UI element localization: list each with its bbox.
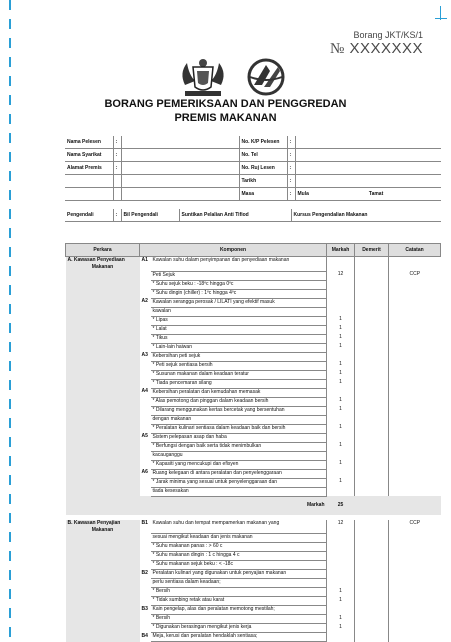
item-text: Kawalan serangga perosak / LILATI yang efektif masuk xyxy=(151,298,327,307)
item-code xyxy=(140,361,151,370)
item-catatan xyxy=(389,469,441,478)
section-label: A. Kawasan Penyediaan Makanan xyxy=(66,257,140,272)
demerit-field[interactable] xyxy=(355,307,389,316)
item-markah: 1 xyxy=(327,397,355,406)
item-catatan xyxy=(389,257,441,272)
item-markah xyxy=(327,415,355,424)
demerit-field[interactable] xyxy=(355,325,389,334)
item-code xyxy=(140,534,151,543)
item-text: * Tikus xyxy=(151,334,327,343)
table-row xyxy=(66,624,441,633)
item-markah xyxy=(327,388,355,397)
item-code xyxy=(140,289,151,298)
item-markah xyxy=(327,561,355,570)
item-markah: 1 xyxy=(327,334,355,343)
item-text: * Kapasiti yang mencukupi dan efisyen xyxy=(151,460,327,469)
item-text: Sistem pelepasan asap dan haba xyxy=(151,433,327,442)
field-tarikh[interactable] xyxy=(295,175,441,188)
item-code xyxy=(140,442,151,451)
item-text: * Bersih xyxy=(151,615,327,624)
item-markah: 1 xyxy=(327,588,355,597)
table-row xyxy=(66,388,441,397)
item-catatan xyxy=(389,597,441,606)
item-text: perlu sentiasa dalam keadaan; xyxy=(151,579,327,588)
item-markah xyxy=(327,487,355,496)
item-markah: 1 xyxy=(327,478,355,487)
city-council-logo-icon xyxy=(244,57,288,102)
item-catatan: CCP xyxy=(389,271,441,280)
item-text: * Lain-lain haiwan xyxy=(151,343,327,352)
item-code: B1 xyxy=(141,519,148,526)
item-markah: 1 xyxy=(327,316,355,325)
item-markah: 1 xyxy=(327,406,355,415)
item-text: kacauganggu xyxy=(151,451,327,460)
item-text: Kebersihan peti sejuk xyxy=(151,352,327,361)
col-komponen: Komponen xyxy=(140,244,327,257)
item-catatan xyxy=(389,388,441,397)
item-code xyxy=(140,343,151,352)
demerit-field[interactable] xyxy=(355,624,389,633)
label-nama-pelesen: Nama Pelesen xyxy=(65,136,113,149)
item-code: B3 xyxy=(141,605,148,612)
demerit-field[interactable] xyxy=(355,561,389,570)
item-text: * Lalat xyxy=(151,325,327,334)
item-code xyxy=(140,478,151,487)
item-text: * Suhu makanan dingin : 1 c hingga 4 c xyxy=(151,552,327,561)
item-markah: 12 xyxy=(327,520,355,534)
label-suntikan: Suntikan Pelalian Anti Tifiod xyxy=(179,209,291,222)
table-row xyxy=(66,579,441,588)
item-catatan xyxy=(389,633,441,642)
item-text: * Peti sejuk sentiasa bersih xyxy=(151,361,327,370)
item-code xyxy=(140,552,151,561)
table-row xyxy=(66,520,441,534)
table-row xyxy=(66,361,441,370)
demerit-field[interactable] xyxy=(355,534,389,543)
item-code xyxy=(140,379,151,388)
demerit-field[interactable] xyxy=(355,597,389,606)
item-text: Peti Sejuk xyxy=(151,271,327,280)
item-text: * Susunan makanan dalam keadaan teratur xyxy=(151,370,327,379)
item-text: Kawalan suhu dan tempat mempamerkan makanan yang xyxy=(151,520,327,534)
page-subtitle: PREMIS MAKANAN xyxy=(174,112,277,124)
item-code xyxy=(140,370,151,379)
table-row xyxy=(66,280,441,289)
item-markah: 1 xyxy=(327,597,355,606)
demerit-field[interactable] xyxy=(355,633,389,642)
item-catatan xyxy=(389,543,441,552)
item-markah: 1 xyxy=(327,442,355,451)
corner-mark-icon xyxy=(435,18,447,19)
item-markah xyxy=(327,433,355,442)
item-code xyxy=(140,406,151,415)
demerit-field[interactable] xyxy=(355,388,389,397)
col-demerit: Demerit xyxy=(355,244,389,257)
table-row xyxy=(66,633,441,642)
item-markah xyxy=(327,552,355,561)
table-row xyxy=(66,415,441,424)
item-text: * Tidak sumbing retak atau karat xyxy=(151,597,327,606)
demerit-field[interactable] xyxy=(355,487,389,496)
item-code: B4 xyxy=(141,632,148,639)
field-alamat[interactable] xyxy=(121,162,239,175)
item-code: A4 xyxy=(141,388,148,394)
table-row xyxy=(66,588,441,597)
demerit-field[interactable] xyxy=(355,406,389,415)
table-row xyxy=(66,433,441,442)
item-markah: 1 xyxy=(327,325,355,334)
table-row xyxy=(66,478,441,487)
item-code xyxy=(140,307,151,316)
table-row xyxy=(66,534,441,543)
table-row xyxy=(66,370,441,379)
item-markah xyxy=(327,451,355,460)
table-row xyxy=(66,451,441,460)
demerit-field[interactable] xyxy=(355,289,389,298)
item-catatan xyxy=(389,343,441,352)
demerit-field[interactable] xyxy=(355,460,389,469)
demerit-field[interactable] xyxy=(355,543,389,552)
serial-number: № XXXXXXX xyxy=(329,40,423,57)
item-markah xyxy=(327,352,355,361)
field-nama-syarikat[interactable] xyxy=(121,149,239,162)
item-catatan xyxy=(389,460,441,469)
item-code: A6 xyxy=(141,469,148,475)
item-markah xyxy=(327,469,355,478)
label-pengendali: Pengendali xyxy=(65,209,113,222)
item-text: * Bersih xyxy=(151,588,327,597)
item-text: Kain pengelap, alas dan peralatan memotong mestilah; xyxy=(151,606,327,615)
table-row xyxy=(66,460,441,469)
item-code xyxy=(140,588,151,597)
item-code xyxy=(140,615,151,624)
item-catatan xyxy=(389,370,441,379)
item-text: tiada kesesakan xyxy=(151,487,327,496)
demerit-field[interactable] xyxy=(355,361,389,370)
item-catatan xyxy=(389,487,441,496)
table-row xyxy=(66,552,441,561)
table-row xyxy=(66,316,441,325)
item-catatan xyxy=(389,433,441,442)
section-a-markah-total: 25 xyxy=(327,496,355,515)
form-code: Borang JKT/KS/1 xyxy=(353,30,423,40)
item-catatan xyxy=(389,442,441,451)
demerit-field[interactable] xyxy=(355,280,389,289)
item-markah xyxy=(327,534,355,543)
table-row xyxy=(66,543,441,552)
item-code xyxy=(140,415,151,424)
inspection-table xyxy=(65,243,441,642)
item-catatan xyxy=(389,570,441,579)
table-row xyxy=(66,424,441,433)
item-catatan xyxy=(389,406,441,415)
field-nama-pelesen[interactable] xyxy=(121,136,239,149)
item-text: * Lipas xyxy=(151,316,327,325)
field-no-kp[interactable] xyxy=(295,136,441,149)
field-no-tel[interactable] xyxy=(295,149,441,162)
item-catatan xyxy=(389,316,441,325)
item-markah xyxy=(327,579,355,588)
demerit-field[interactable] xyxy=(355,520,389,534)
coat-of-arms-icon xyxy=(175,55,231,104)
demerit-field[interactable] xyxy=(355,343,389,352)
item-catatan xyxy=(389,478,441,487)
item-text: sesuai mengikut keadaan dan jenis makanan xyxy=(151,534,327,543)
table-row xyxy=(66,615,441,624)
item-catatan xyxy=(389,298,441,307)
demerit-field[interactable] xyxy=(355,415,389,424)
item-catatan xyxy=(389,334,441,343)
item-markah: 12 xyxy=(327,271,355,280)
demerit-field[interactable] xyxy=(355,424,389,433)
item-markah: 1 xyxy=(327,624,355,633)
item-catatan xyxy=(389,588,441,597)
demerit-field[interactable] xyxy=(355,370,389,379)
item-text: Kawalan suhu dalam penyimpanan dan penyediaan makanan xyxy=(151,257,327,272)
item-markah xyxy=(327,298,355,307)
item-markah: 1 xyxy=(327,379,355,388)
item-catatan xyxy=(389,606,441,615)
demerit-field[interactable] xyxy=(355,469,389,478)
item-catatan: CCP xyxy=(389,520,441,534)
col-catatan: Catatan xyxy=(389,244,441,257)
item-code xyxy=(140,397,151,406)
table-row xyxy=(66,379,441,388)
item-catatan xyxy=(389,325,441,334)
item-text: * Suhu dingin (chiller) : 1ºc hingga 4ºc xyxy=(151,289,327,298)
table-row xyxy=(66,469,441,478)
item-catatan xyxy=(389,552,441,561)
demerit-field[interactable] xyxy=(355,298,389,307)
item-text: * Suhu makanan sejuk beku : < -18c xyxy=(151,561,327,570)
item-catatan xyxy=(389,361,441,370)
item-code: A5 xyxy=(141,433,148,439)
item-code xyxy=(140,271,151,280)
table-row xyxy=(66,442,441,451)
table-row xyxy=(66,570,441,579)
item-code: A1 xyxy=(141,257,148,263)
demerit-field[interactable] xyxy=(355,442,389,451)
item-catatan xyxy=(389,352,441,361)
table-row xyxy=(66,257,441,272)
item-code xyxy=(140,316,151,325)
item-markah: 1 xyxy=(327,370,355,379)
item-text: Meja, kerusi dan peralatan hendaklah sentiasa; xyxy=(151,633,327,642)
item-catatan xyxy=(389,397,441,406)
table-row xyxy=(66,597,441,606)
table-row xyxy=(66,487,441,496)
item-markah: 1 xyxy=(327,424,355,433)
demerit-field[interactable] xyxy=(355,352,389,361)
label-bil-pengendali: Bil Pengendali xyxy=(121,209,179,222)
demerit-field[interactable] xyxy=(355,433,389,442)
demerit-field[interactable] xyxy=(355,257,389,272)
table-row xyxy=(66,271,441,280)
table-row xyxy=(66,298,441,307)
item-text: dengan makanan xyxy=(151,415,327,424)
item-code xyxy=(140,424,151,433)
item-markah xyxy=(327,633,355,642)
demerit-field[interactable] xyxy=(355,478,389,487)
item-catatan xyxy=(389,451,441,460)
item-markah xyxy=(327,307,355,316)
demerit-field[interactable] xyxy=(355,271,389,280)
demerit-field[interactable] xyxy=(355,397,389,406)
item-text: Peralatan kulinari yang digunakan untuk penyajian makanan xyxy=(151,570,327,579)
table-row xyxy=(66,397,441,406)
item-code xyxy=(140,460,151,469)
item-markah xyxy=(327,280,355,289)
item-catatan xyxy=(389,379,441,388)
item-code: A2 xyxy=(141,298,148,304)
item-text: * Suhu makanan panas : > 60 c xyxy=(151,543,327,552)
table-row xyxy=(66,406,441,415)
table-row xyxy=(66,352,441,361)
item-catatan xyxy=(389,307,441,316)
demerit-field[interactable] xyxy=(355,451,389,460)
item-text: * Peralatan kulinari sentiasa dalam keadaan baik dan bersih xyxy=(151,424,327,433)
page-title: BORANG PEMERIKSAAN DAN PENGGREDAN xyxy=(104,98,347,110)
item-text: * Alas pemotong dan pinggan dalam keadaan bersih xyxy=(151,397,327,406)
item-code xyxy=(140,579,151,588)
field-no-ruj[interactable] xyxy=(295,162,441,175)
item-catatan xyxy=(389,280,441,289)
item-catatan xyxy=(389,424,441,433)
item-catatan xyxy=(389,415,441,424)
section-label: B. Kawasan Penyajian Makanan xyxy=(66,520,140,534)
item-markah: 1 xyxy=(327,460,355,469)
item-text: * Digunakan berasingan mengikut jenis kerja xyxy=(151,624,327,633)
demerit-field[interactable] xyxy=(355,570,389,579)
binder-margin-line xyxy=(9,0,11,640)
table-row xyxy=(66,307,441,316)
item-markah xyxy=(327,570,355,579)
col-markah: Markah xyxy=(327,244,355,257)
table-row xyxy=(66,289,441,298)
item-text: * Suhu sejuk beku : -18ºc hingga 0ºc xyxy=(151,280,327,289)
table-row xyxy=(66,606,441,615)
table-row xyxy=(66,561,441,570)
demerit-field[interactable] xyxy=(355,552,389,561)
item-code xyxy=(140,561,151,570)
demerit-field[interactable] xyxy=(355,588,389,597)
item-code xyxy=(140,334,151,343)
item-text: * Tiada pencemaran silang xyxy=(151,379,327,388)
licensee-info-table: Nama Pelesen : No. K/P Pelesen : Nama Syarikat : No. Tel : Alamat Premis : No. Ruj Lesen : Tarikh : Masa : Mula Tamat xyxy=(65,136,441,201)
col-perkara: Perkara xyxy=(66,244,140,257)
item-text: * Dilarang menggunakan kertas bercetak yang bersentuhan xyxy=(151,406,327,415)
demerit-field[interactable] xyxy=(355,316,389,325)
table-row xyxy=(66,334,441,343)
demerit-field[interactable] xyxy=(355,606,389,615)
item-markah xyxy=(327,543,355,552)
item-catatan xyxy=(389,534,441,543)
item-code xyxy=(140,451,151,460)
item-text: * Berfungsi dengan baik serta tidak menimbulkan xyxy=(151,442,327,451)
section-a-markah-label: Markah xyxy=(151,496,327,515)
item-markah: 1 xyxy=(327,343,355,352)
item-text: * Jarak minima yang sesuai untuk penyelenggaraan dan xyxy=(151,478,327,487)
item-text: Kebersihan peralatan dan kemudahan memasak xyxy=(151,388,327,397)
item-catatan xyxy=(389,615,441,624)
demerit-field[interactable] xyxy=(355,334,389,343)
table-row xyxy=(66,325,441,334)
table-row xyxy=(66,343,441,352)
label-kursus: Kursus Pengendalian Makanan xyxy=(291,209,441,222)
item-code xyxy=(140,543,151,552)
item-code xyxy=(140,624,151,633)
item-catatan xyxy=(389,579,441,588)
item-markah: 1 xyxy=(327,615,355,624)
item-text: kawalan xyxy=(151,307,327,316)
item-code xyxy=(140,487,151,496)
item-code: B2 xyxy=(141,569,148,576)
demerit-field[interactable] xyxy=(355,379,389,388)
item-markah xyxy=(327,289,355,298)
item-markah: 1 xyxy=(327,361,355,370)
handler-table: Pengendali : Bil Pengendali Suntikan Pelalian Anti Tifiod Kursus Pengendalian Makanan xyxy=(65,209,441,222)
item-text: Ruang kelegaan di antara peralatan dan penyelenggaraan xyxy=(151,469,327,478)
item-catatan xyxy=(389,289,441,298)
demerit-field[interactable] xyxy=(355,615,389,624)
item-code xyxy=(140,325,151,334)
item-code xyxy=(140,597,151,606)
item-catatan xyxy=(389,624,441,633)
item-markah xyxy=(327,257,355,272)
item-code: A3 xyxy=(141,352,148,358)
item-markah xyxy=(327,606,355,615)
demerit-field[interactable] xyxy=(355,579,389,588)
item-code xyxy=(140,280,151,289)
item-catatan xyxy=(389,561,441,570)
